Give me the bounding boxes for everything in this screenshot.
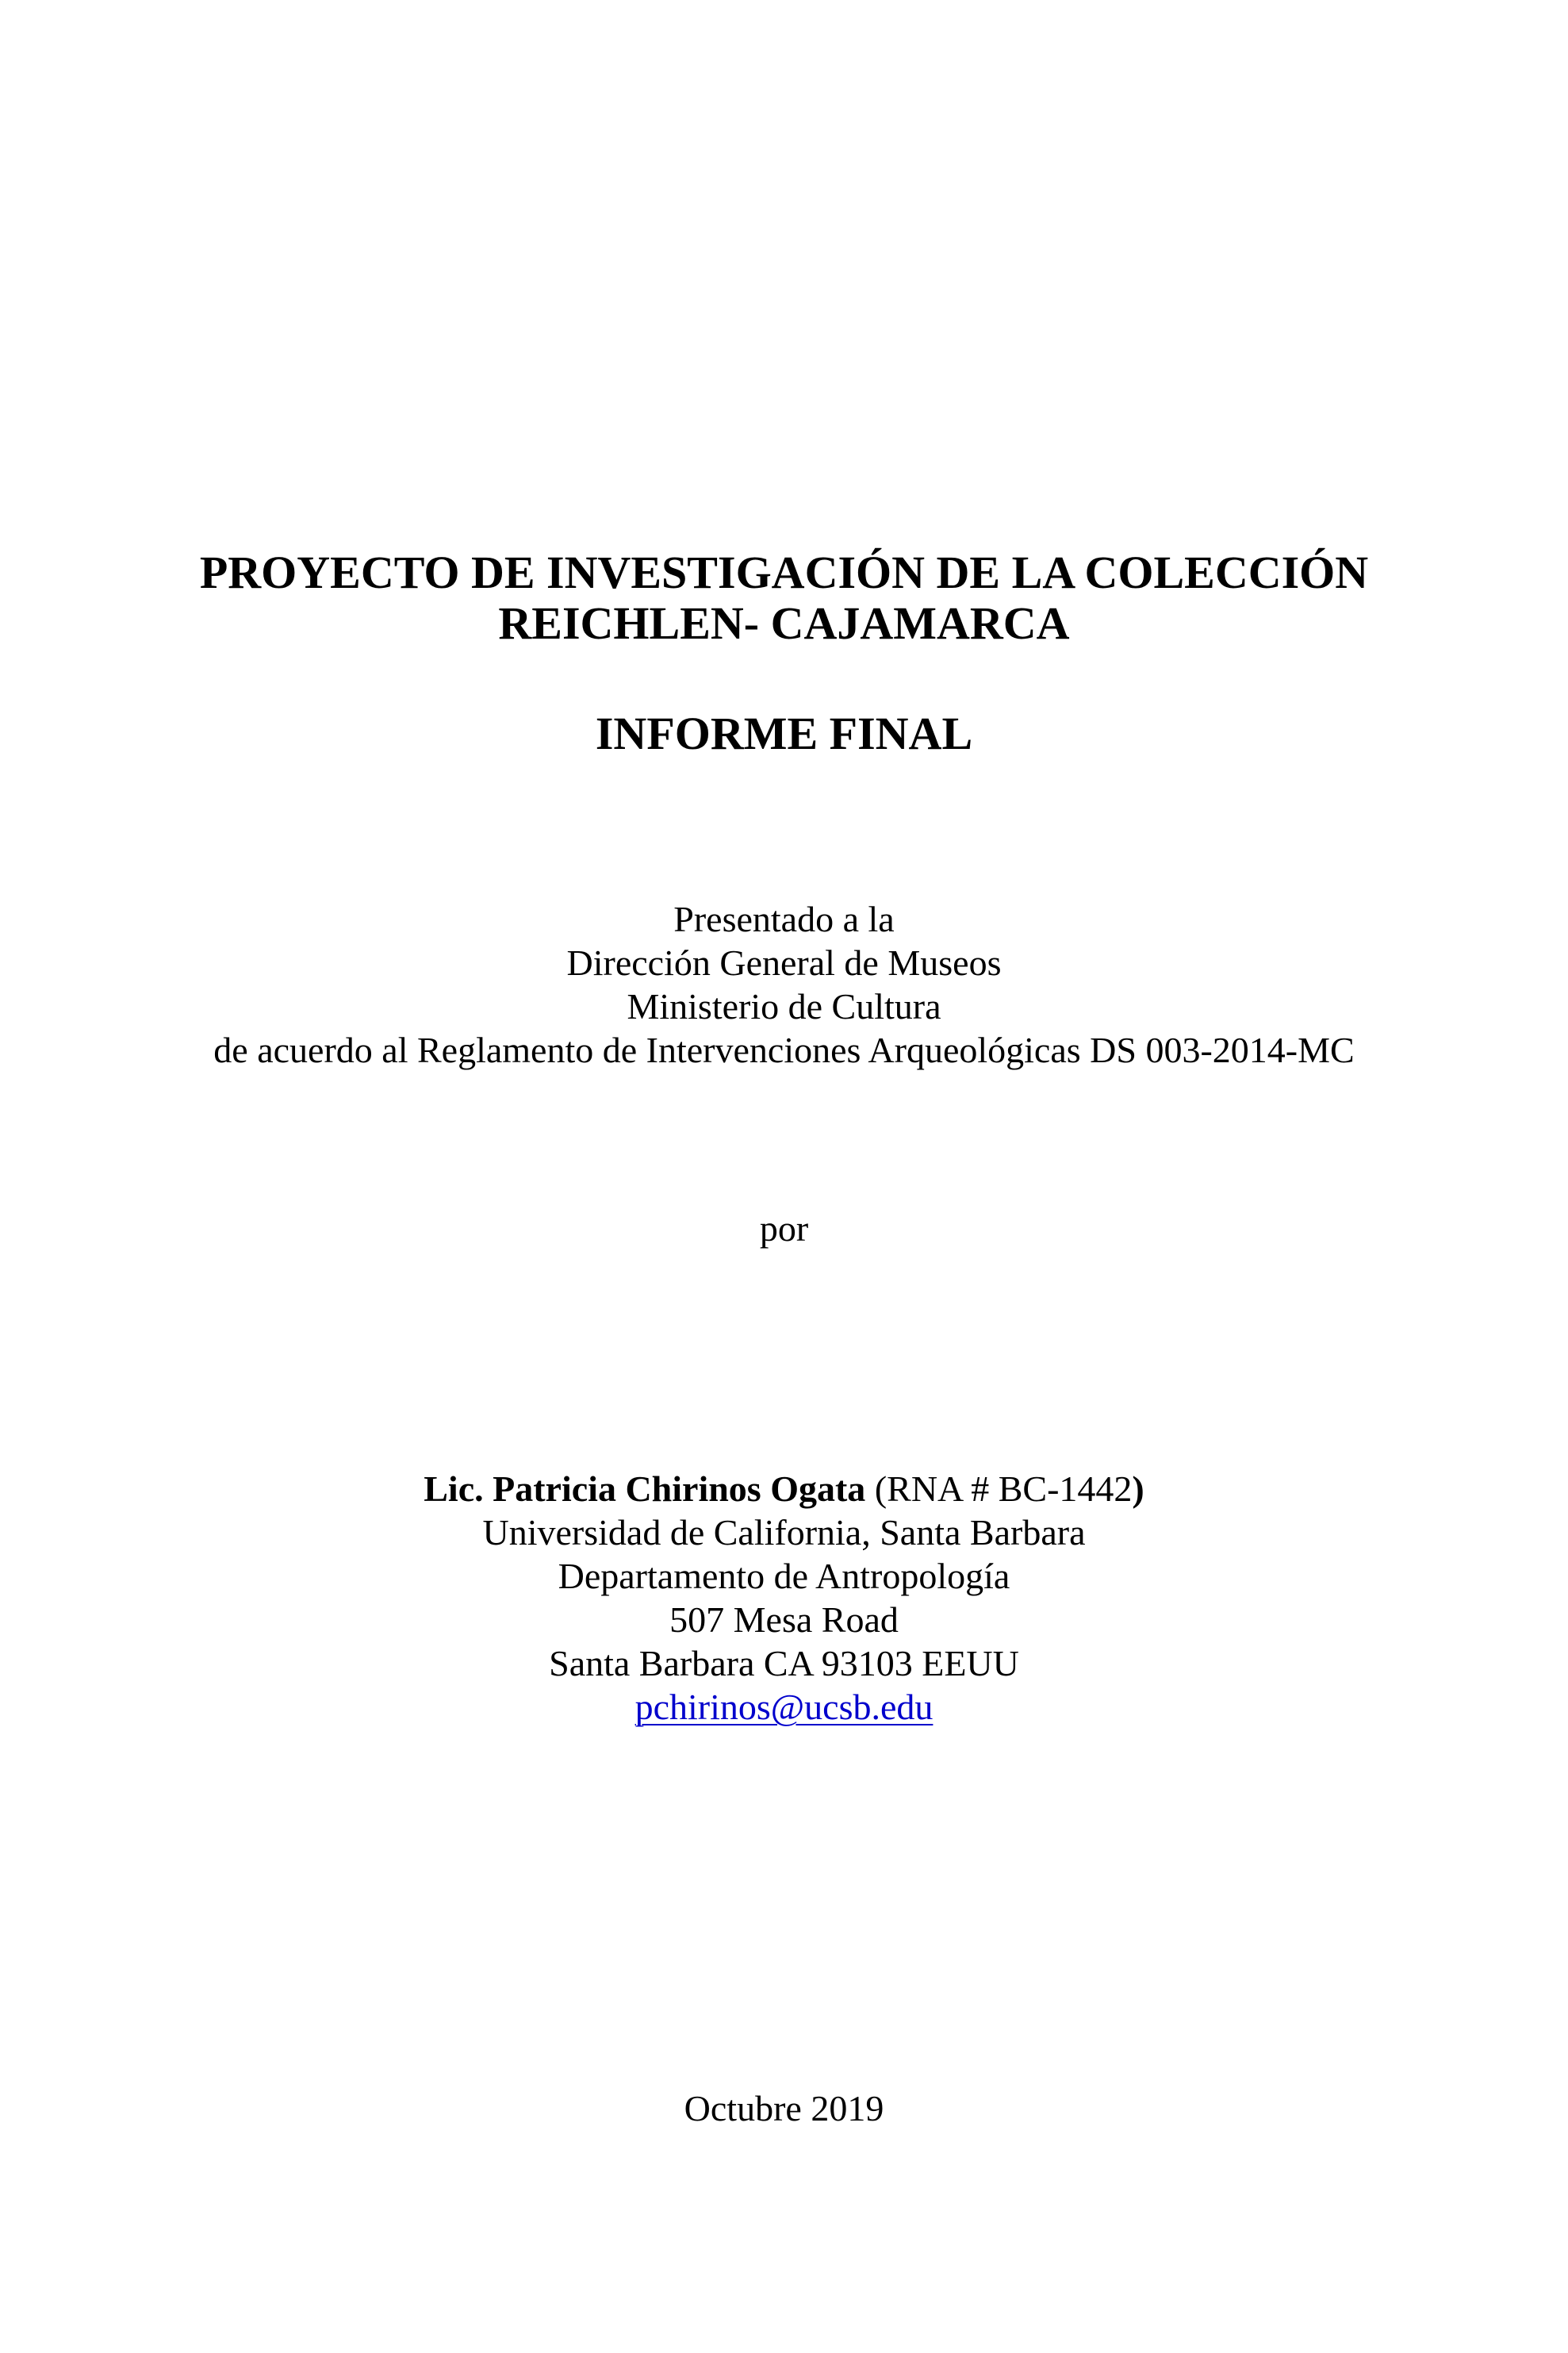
email-line [0, 1685, 1568, 1729]
presented-line-3: Ministerio de Cultura [627, 986, 941, 1027]
author-email-link[interactable]: pchirinos@ucsb.edu [634, 1687, 934, 1727]
presented-line-4: de acuerdo al Reglamento de Intervenciones Arqueológicas DS 003-2014-MC [213, 1030, 1355, 1070]
title-line-1: PROYECTO DE INVESTIGACIÓN DE LA COLECCIÓN [199, 547, 1369, 598]
affiliation-line-4: Santa Barbara CA 93103 EEUU [549, 1643, 1019, 1683]
report-title [0, 547, 1568, 649]
author-rna-close: ) [1132, 1468, 1144, 1509]
affiliation-line-2: Departamento de Antropología [558, 1556, 1010, 1596]
subtitle-text: INFORME FINAL [595, 708, 973, 759]
affiliation-line-1: Universidad de California, Santa Barbara [482, 1512, 1086, 1553]
affiliation-line-3: 507 Mesa Road [669, 1599, 899, 1640]
report-subtitle [0, 708, 1568, 759]
author-section [0, 1467, 1568, 1729]
presented-line-1: Presentado a la [673, 899, 895, 939]
by-text: por [759, 1208, 809, 1249]
presented-line-2: Dirección General de Museos [566, 942, 1002, 983]
author-name: Lic. Patricia Chirinos Ogata [424, 1468, 866, 1509]
report-date [0, 2086, 1568, 2130]
presented-to-section [0, 897, 1568, 1072]
date-text: Octubre 2019 [684, 2088, 884, 2128]
author-rna: (RNA # BC-1442 [874, 1468, 1133, 1509]
title-line-2: REICHLEN- CAJAMARCA [498, 597, 1070, 649]
author-line [0, 1467, 1568, 1510]
by-label [0, 1207, 1568, 1250]
